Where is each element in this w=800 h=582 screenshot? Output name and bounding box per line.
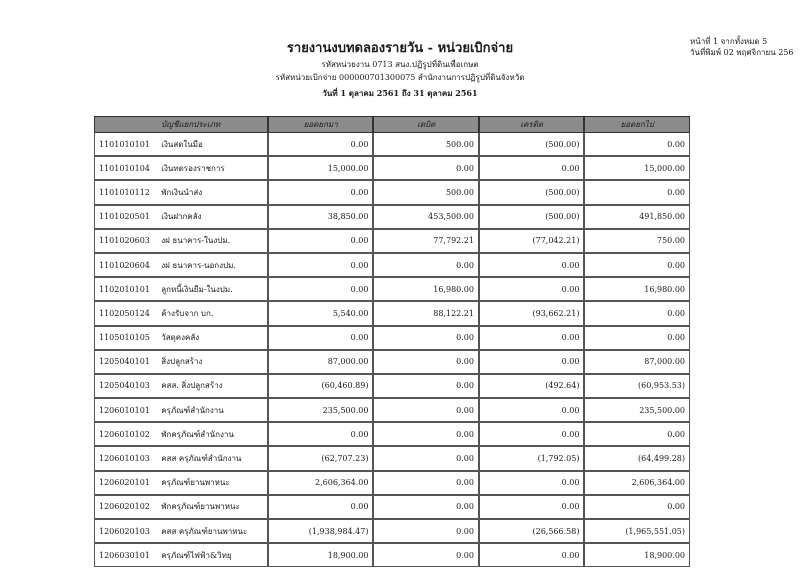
account-code: 1206020101 [94,471,157,495]
opening-balance: 15,000.00 [268,156,374,180]
closing-balance: 750.00 [584,229,690,253]
credit: (500.00) [479,180,585,204]
opening-balance: 0.00 [268,229,374,253]
date-range: วันที่ 1 ตุลาคม 2561 ถึง 31 ตุลาคม 2561 [322,88,478,98]
opening-balance: 2,606,364.00 [268,471,374,495]
debit: 0.00 [373,156,479,180]
closing-balance: (60,953.53) [584,374,690,398]
disbursement-unit-line: รหัสหน่วยเบิกจ่าย 000000701300075 สำนักงานการปฏิรูปที่ดินจังหวัด [275,73,525,82]
opening-balance: (60,460.89) [268,374,374,398]
account-code: 1206010102 [94,422,157,446]
credit: 0.00 [479,543,585,567]
table-row [94,326,690,350]
table-header-row [94,116,690,133]
credit: 0.00 [479,471,585,495]
opening-balance: 38,850.00 [268,205,374,229]
credit: 0.00 [479,326,585,350]
account-code: 1206010101 [94,398,157,422]
closing-balance: 491,850.00 [584,205,690,229]
account-name: งฝ ธนาคาร-นอกงปม. [157,253,268,277]
print-date: วันที่พิมพ์ 02 พฤศจิกายน 256 [690,48,794,57]
credit: 0.00 [479,495,585,519]
closing-balance: 0.00 [584,422,690,446]
account-code: 1206030101 [94,543,157,567]
account-code: 1101020501 [94,205,157,229]
opening-balance: 0.00 [268,277,374,301]
account-name: ครุภัณฑ์สำนักงาน [157,398,268,422]
debit: 0.00 [373,471,479,495]
account-code: 1206020103 [94,519,157,543]
table-row [94,374,690,398]
account-name: คสส ครุภัณฑ์สำนักงาน [157,446,268,470]
account-name: เงินสดในมือ [157,133,268,156]
credit: (26,566.58) [479,519,585,543]
account-code: 1102010101 [94,277,157,301]
debit: 0.00 [373,543,479,567]
report-title: รายงานงบทดลองรายวัน - หน่วยเบิกจ่าย [286,41,514,56]
closing-balance: 18,900.00 [584,543,690,567]
closing-balance: 0.00 [584,253,690,277]
account-code: 1101010112 [94,180,157,204]
table-row [94,301,690,325]
account-name: ครุภัณฑ์ไฟฟ้า&วิทยุ [157,543,268,567]
opening-balance: 18,900.00 [268,543,374,567]
opening-balance: (62,707.23) [268,446,374,470]
credit: 0.00 [479,350,585,374]
debit: 0.00 [373,374,479,398]
account-code: 1206020102 [94,495,157,519]
closing-balance: 235,500.00 [584,398,690,422]
debit: 0.00 [373,253,479,277]
closing-balance: (1,965,551.05) [584,519,690,543]
closing-balance: 0.00 [584,301,690,325]
debit: 500.00 [373,180,479,204]
account-name: ครุภัณฑ์ยานพาหนะ [157,471,268,495]
opening-balance: 87,000.00 [268,350,374,374]
account-name: พักเงินนำส่ง [157,180,268,204]
account-code: 1205040101 [94,350,157,374]
debit: 453,500.00 [373,205,479,229]
closing-balance: (64,499.28) [584,446,690,470]
account-code: 1101020603 [94,229,157,253]
closing-balance: 15,000.00 [584,156,690,180]
account-name: วัสดุคงคลัง [157,326,268,350]
account-name: คสส ครุภัณฑ์ยานพาหนะ [157,519,268,543]
col-credit: เครดิต [479,116,585,133]
opening-balance: 0.00 [268,180,374,204]
debit: 0.00 [373,398,479,422]
col-debit: เดบิต [373,116,479,133]
col-closing: ยอดยกไป [584,116,690,133]
table-row [94,156,690,180]
opening-balance: 0.00 [268,133,374,156]
debit: 0.00 [373,326,479,350]
account-name: ลูกหนี้เงินยืม-ในงปม. [157,277,268,301]
col-account-code [94,116,157,133]
closing-balance: 0.00 [584,180,690,204]
agency-line: รหัสหน่วยงาน 0713 สนง.ปฏิรูปที่ดินเพื่อเกษต [321,60,479,69]
table-row [94,422,690,446]
debit: 0.00 [373,422,479,446]
trial-balance-table [94,116,690,567]
debit: 88,122.21 [373,301,479,325]
col-account: บัญชีแยกประเภท [157,116,268,133]
credit: (93,662.21) [479,301,585,325]
account-code: 1105010105 [94,326,157,350]
credit: (1,792.05) [479,446,585,470]
credit: 0.00 [479,253,585,277]
opening-balance: 5,540.00 [268,301,374,325]
credit: (77,042.21) [479,229,585,253]
opening-balance: 0.00 [268,326,374,350]
page-info [690,36,795,58]
table-row [94,229,690,253]
debit: 0.00 [373,495,479,519]
table-row [94,205,690,229]
closing-balance: 16,980.00 [584,277,690,301]
debit: 500.00 [373,133,479,156]
debit: 0.00 [373,350,479,374]
opening-balance: 0.00 [268,253,374,277]
credit: 0.00 [479,156,585,180]
table-row [94,253,690,277]
account-code: 1205040103 [94,374,157,398]
table-row [94,180,690,204]
page-number: หน้าที่ 1 จากทั้งหมด 5 [690,37,768,46]
table-row [94,350,690,374]
table-row [94,519,690,543]
credit: 0.00 [479,398,585,422]
account-code: 1206010103 [94,446,157,470]
account-code: 1101010101 [94,133,157,156]
table-row [94,495,690,519]
table-row [94,543,690,567]
opening-balance: (1,938,984.47) [268,519,374,543]
account-name: งฝ ธนาคาร-ในงปม. [157,229,268,253]
account-name: เงินทดรองราชการ [157,156,268,180]
opening-balance: 235,500.00 [268,398,374,422]
account-name: พักครุภัณฑ์สำนักงาน [157,422,268,446]
credit: (500.00) [479,133,585,156]
credit: (500.00) [479,205,585,229]
account-name: คสส. สิ่งปลูกสร้าง [157,374,268,398]
credit: (492.64) [479,374,585,398]
credit: 0.00 [479,422,585,446]
closing-balance: 2,606,364.00 [584,471,690,495]
debit: 77,792.21 [373,229,479,253]
col-opening: ยอดยกมา [268,116,374,133]
opening-balance: 0.00 [268,422,374,446]
account-code: 1102050124 [94,301,157,325]
closing-balance: 0.00 [584,326,690,350]
debit: 16,980.00 [373,277,479,301]
account-code: 1101020604 [94,253,157,277]
debit: 0.00 [373,446,479,470]
table-row [94,398,690,422]
table-row [94,133,690,156]
account-name: พักครุภัณฑ์ยานพาหนะ [157,495,268,519]
opening-balance: 0.00 [268,495,374,519]
closing-balance: 0.00 [584,133,690,156]
credit: 0.00 [479,277,585,301]
account-code: 1101010104 [94,156,157,180]
account-name: สิ่งปลูกสร้าง [157,350,268,374]
table-row [94,277,690,301]
closing-balance: 87,000.00 [584,350,690,374]
table-row [94,446,690,470]
debit: 0.00 [373,519,479,543]
table-row [94,471,690,495]
account-name: ค้างรับจาก บก. [157,301,268,325]
account-name: เงินฝากคลัง [157,205,268,229]
closing-balance: 0.00 [584,495,690,519]
